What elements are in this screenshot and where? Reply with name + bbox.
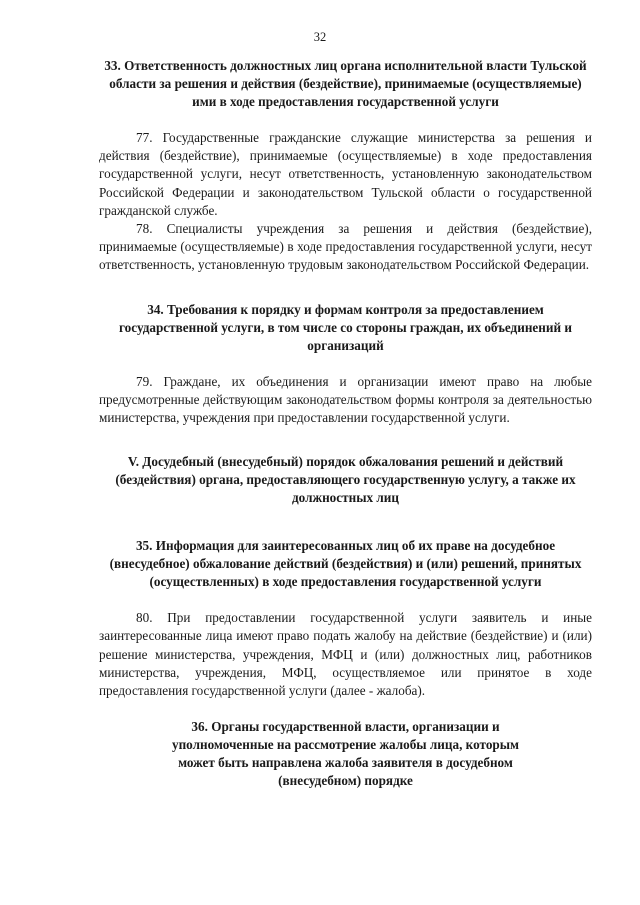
chapter-5-heading: V. Досудебный (внесудебный) порядок обжалования решений и действий (бездействия) органа, предоставляющего государственную услугу, а также их должностных лиц	[115, 454, 576, 506]
page-number: 32	[313, 30, 327, 44]
page-content	[99, 57, 592, 790]
paragraph-77: 77. Государственные гражданские служащие министерства за решения и действия (бездействие), принимаемые (осуществляемые) в ходе предоставления государственной услуги, несут ответственность, установленную законодательством Российской Федерации и законодательством Тульской области о государственной гражданской службе.	[99, 130, 592, 218]
section-33-heading: 33. Ответственность должностных лиц органа исполнительной власти Тульской области за решения и действия (бездействие), принимаемые (осуществляемые) ими в ходе предоставления государственной услуги	[104, 58, 587, 109]
section-35-heading: 35. Информация для заинтересованных лиц об их праве на досудебное (внесудебное) обжалование действий (бездействия) и (или) решений, принятых (осуществленных) в ходе предоставления государственной услуги	[109, 538, 582, 590]
paragraph-78: 78. Специалисты учреждения за решения и действия (бездействие), принимаемые (осуществляемые) в ходе предоставления государственной услуги, несут ответственность, установленную трудовым законодательством Российской Федерации.	[99, 221, 592, 273]
section-36-heading: 36. Органы государственной власти, организации и уполномоченные на рассмотрение жалобы лица, которым может быть направлена жалоба заявителя в досудебном (внесудебном) порядке	[171, 719, 520, 789]
paragraph-80: 80. При предоставлении государственной услуги заявитель и иные заинтересованные лица имеют право подать жалобу на действие (бездействие) и (или) решение министерства, учреждения, МФЦ и (или) должностных лиц, работников министерства, учреждения, МФЦ, осуществляемое или принятое в ходе предоставления государственной услуги (далее - жалоба).	[99, 610, 592, 699]
paragraph-79: 79. Граждане, их объединения и организации имеют право на любые предусмотренные действующим законодательством формы контроля за деятельностью министерства, учреждения при предоставлении государственной услуги.	[99, 373, 592, 426]
section-34-heading: 34. Требования к порядку и формам контроля за предоставлением государственной услуги, в том числе со стороны граждан, их объединений и организаций	[119, 301, 572, 353]
